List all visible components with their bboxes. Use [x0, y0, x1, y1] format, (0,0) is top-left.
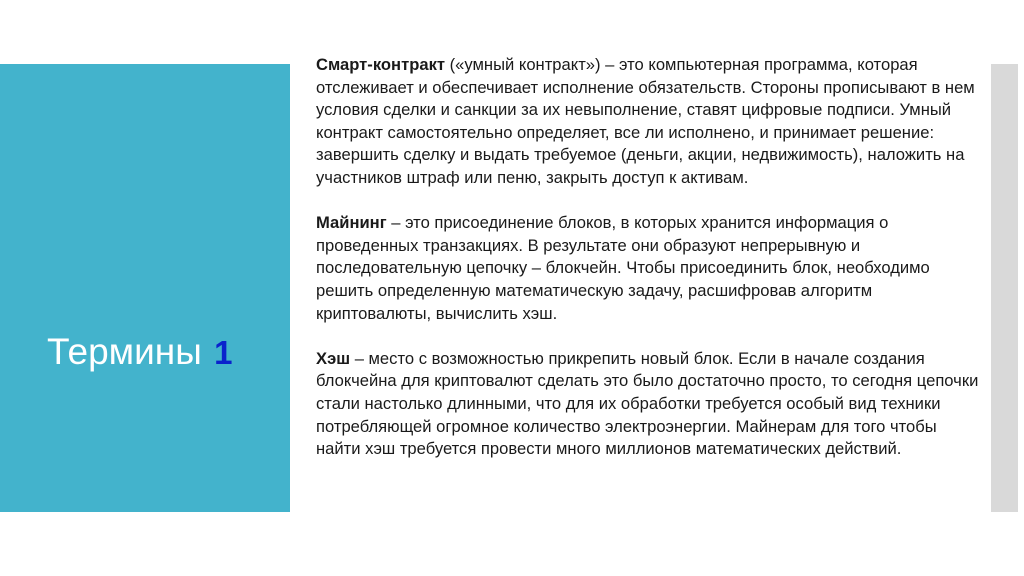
term-mining: Майнинг — [316, 213, 387, 233]
slide-title-text: Термины — [47, 331, 202, 372]
definition-smart-contract — [316, 54, 984, 190]
definition-mining — [316, 212, 984, 325]
title-panel — [0, 64, 290, 512]
term-smart-contract: Смарт-контракт — [316, 55, 446, 74]
slide-title-number: 1 — [214, 334, 233, 371]
definitions-text-block — [316, 54, 984, 461]
term-hash: Хэш — [316, 348, 351, 368]
definition-hash-text: – место с возможностью прикрепить новый блок. Если в начале создания блокчейна для криптовалют сделать это было достаточно просто, то сегодня цепочки стали настолько длинными, что для их обработки требуется особый вид техники потребляющей огромное количество электроэнергии. Майнерам для того чтобы найти хэш требуется провести много миллионов математических действий. — [316, 348, 979, 459]
definition-mining-text: – это присоединение блоков, в которых хранится информация о проведенных транзакциях. В результате они образуют непрерывную и последовательную цепочку – блокчейн. Чтобы присоединить блок, необходимо решить определенную математическую задачу, расшифровав алгоритм криптовалюты, вычислить хэш. — [316, 213, 930, 323]
slide-title — [47, 330, 232, 375]
definition-smart-contract-text: («умный контракт») – это компьютерная программа, которая отслеживает и обеспечивает исполнение обязательств. Стороны прописывают в нем условия сделки и санкции за их невыполнение, ставят цифровые подписи. Умный контракт самостоятельно определяет, все ли исполнено, и принимает решение: завершить сделку и выдать требуемое (деньги, акции, недвижимость), наложить на участников штраф или пеню, закрыть доступ к активам. — [316, 55, 975, 187]
right-side-bar — [991, 64, 1018, 512]
definition-hash — [316, 348, 984, 461]
